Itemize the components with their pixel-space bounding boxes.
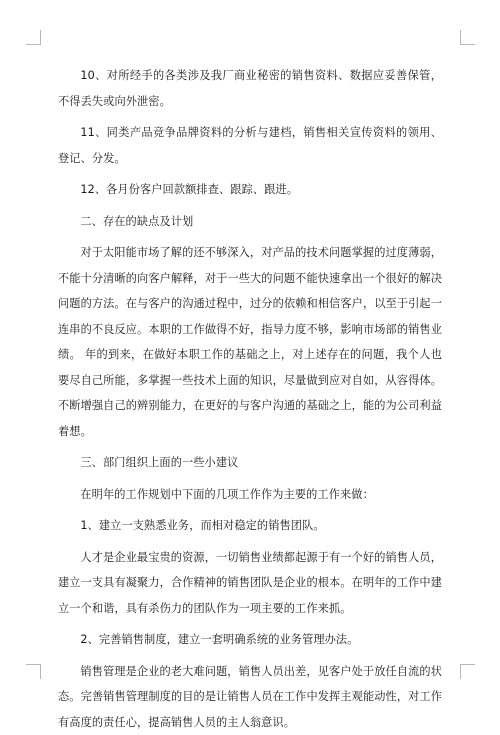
document-body xyxy=(58,63,442,735)
paragraph-plan-intro: 在明年的工作规划中下面的几项工作作为主要的工作来做： xyxy=(58,482,442,508)
crop-mark-top-left xyxy=(26,30,41,45)
paragraph-item-10: 10、对所经手的各类涉及我厂商业秘密的销售资料、数据应妥善保管，不得丢失或向外泄密。 xyxy=(58,63,442,114)
paragraph-item-11: 11、同类产品竞争品牌资料的分析与建档，销售相关宣传资料的领用、登记、分发。 xyxy=(58,120,442,171)
subheading-sales-system: 2、完善销售制度，建立一套明确系统的业务管理办法。 xyxy=(58,627,442,653)
paragraph-sales-system-body: 销售管理是企业的老大难问题，销售人员出差，见客户处于放任自流的状态。完善销售管理制度的目的是让销售人员在工作中发挥主观能动性，对工作有高度的责任心，提高销售人员的主人翁意识。 xyxy=(58,659,442,735)
section-heading-suggestions: 三、部门组织上面的一些小建议 xyxy=(58,450,442,476)
paragraph-item-12: 12、各月份客户回款额排查、跟踪、跟进。 xyxy=(58,177,442,203)
paragraph-shortcomings-body: 对于太阳能市场了解的还不够深入，对产品的技术问题掌握的过度薄弱，不能十分清晰的向客户解释，对于一些大的问题不能快速拿出一个很好的解决问题的方法。在与客户的沟通过程中，过分的依赖和相信客户，以至于引起一连串的不良反应。本职的工作做得不好，指导力度不够，影响市场部的销售业绩。 年的到来，在做好本职工作的基础之上，对上述存在的问题，我个人也要尽自己所能，多掌握一些技术上面的知识，尽量做到应对自如，从容得体。不断增强自己的辨别能力，在更好的与客户沟通的基础之上，能的为公司利益着想。 xyxy=(58,240,442,444)
paragraph-sales-team-body: 人才是企业最宝贵的资源，一切销售业绩都起源于有一个好的销售人员，建立一支具有凝聚力，合作精神的销售团队是企业的根本。在明年的工作中建立一个和谐，具有杀伤力的团队作为一项主要的工作来抓。 xyxy=(58,545,442,622)
section-heading-shortcomings: 二、存在的缺点及计划 xyxy=(58,209,442,235)
crop-mark-bottom-right xyxy=(460,664,475,679)
crop-mark-bottom-left xyxy=(26,664,41,679)
subheading-sales-team: 1、建立一支熟悉业务，而相对稳定的销售团队。 xyxy=(58,513,442,539)
crop-mark-top-right xyxy=(460,30,475,45)
